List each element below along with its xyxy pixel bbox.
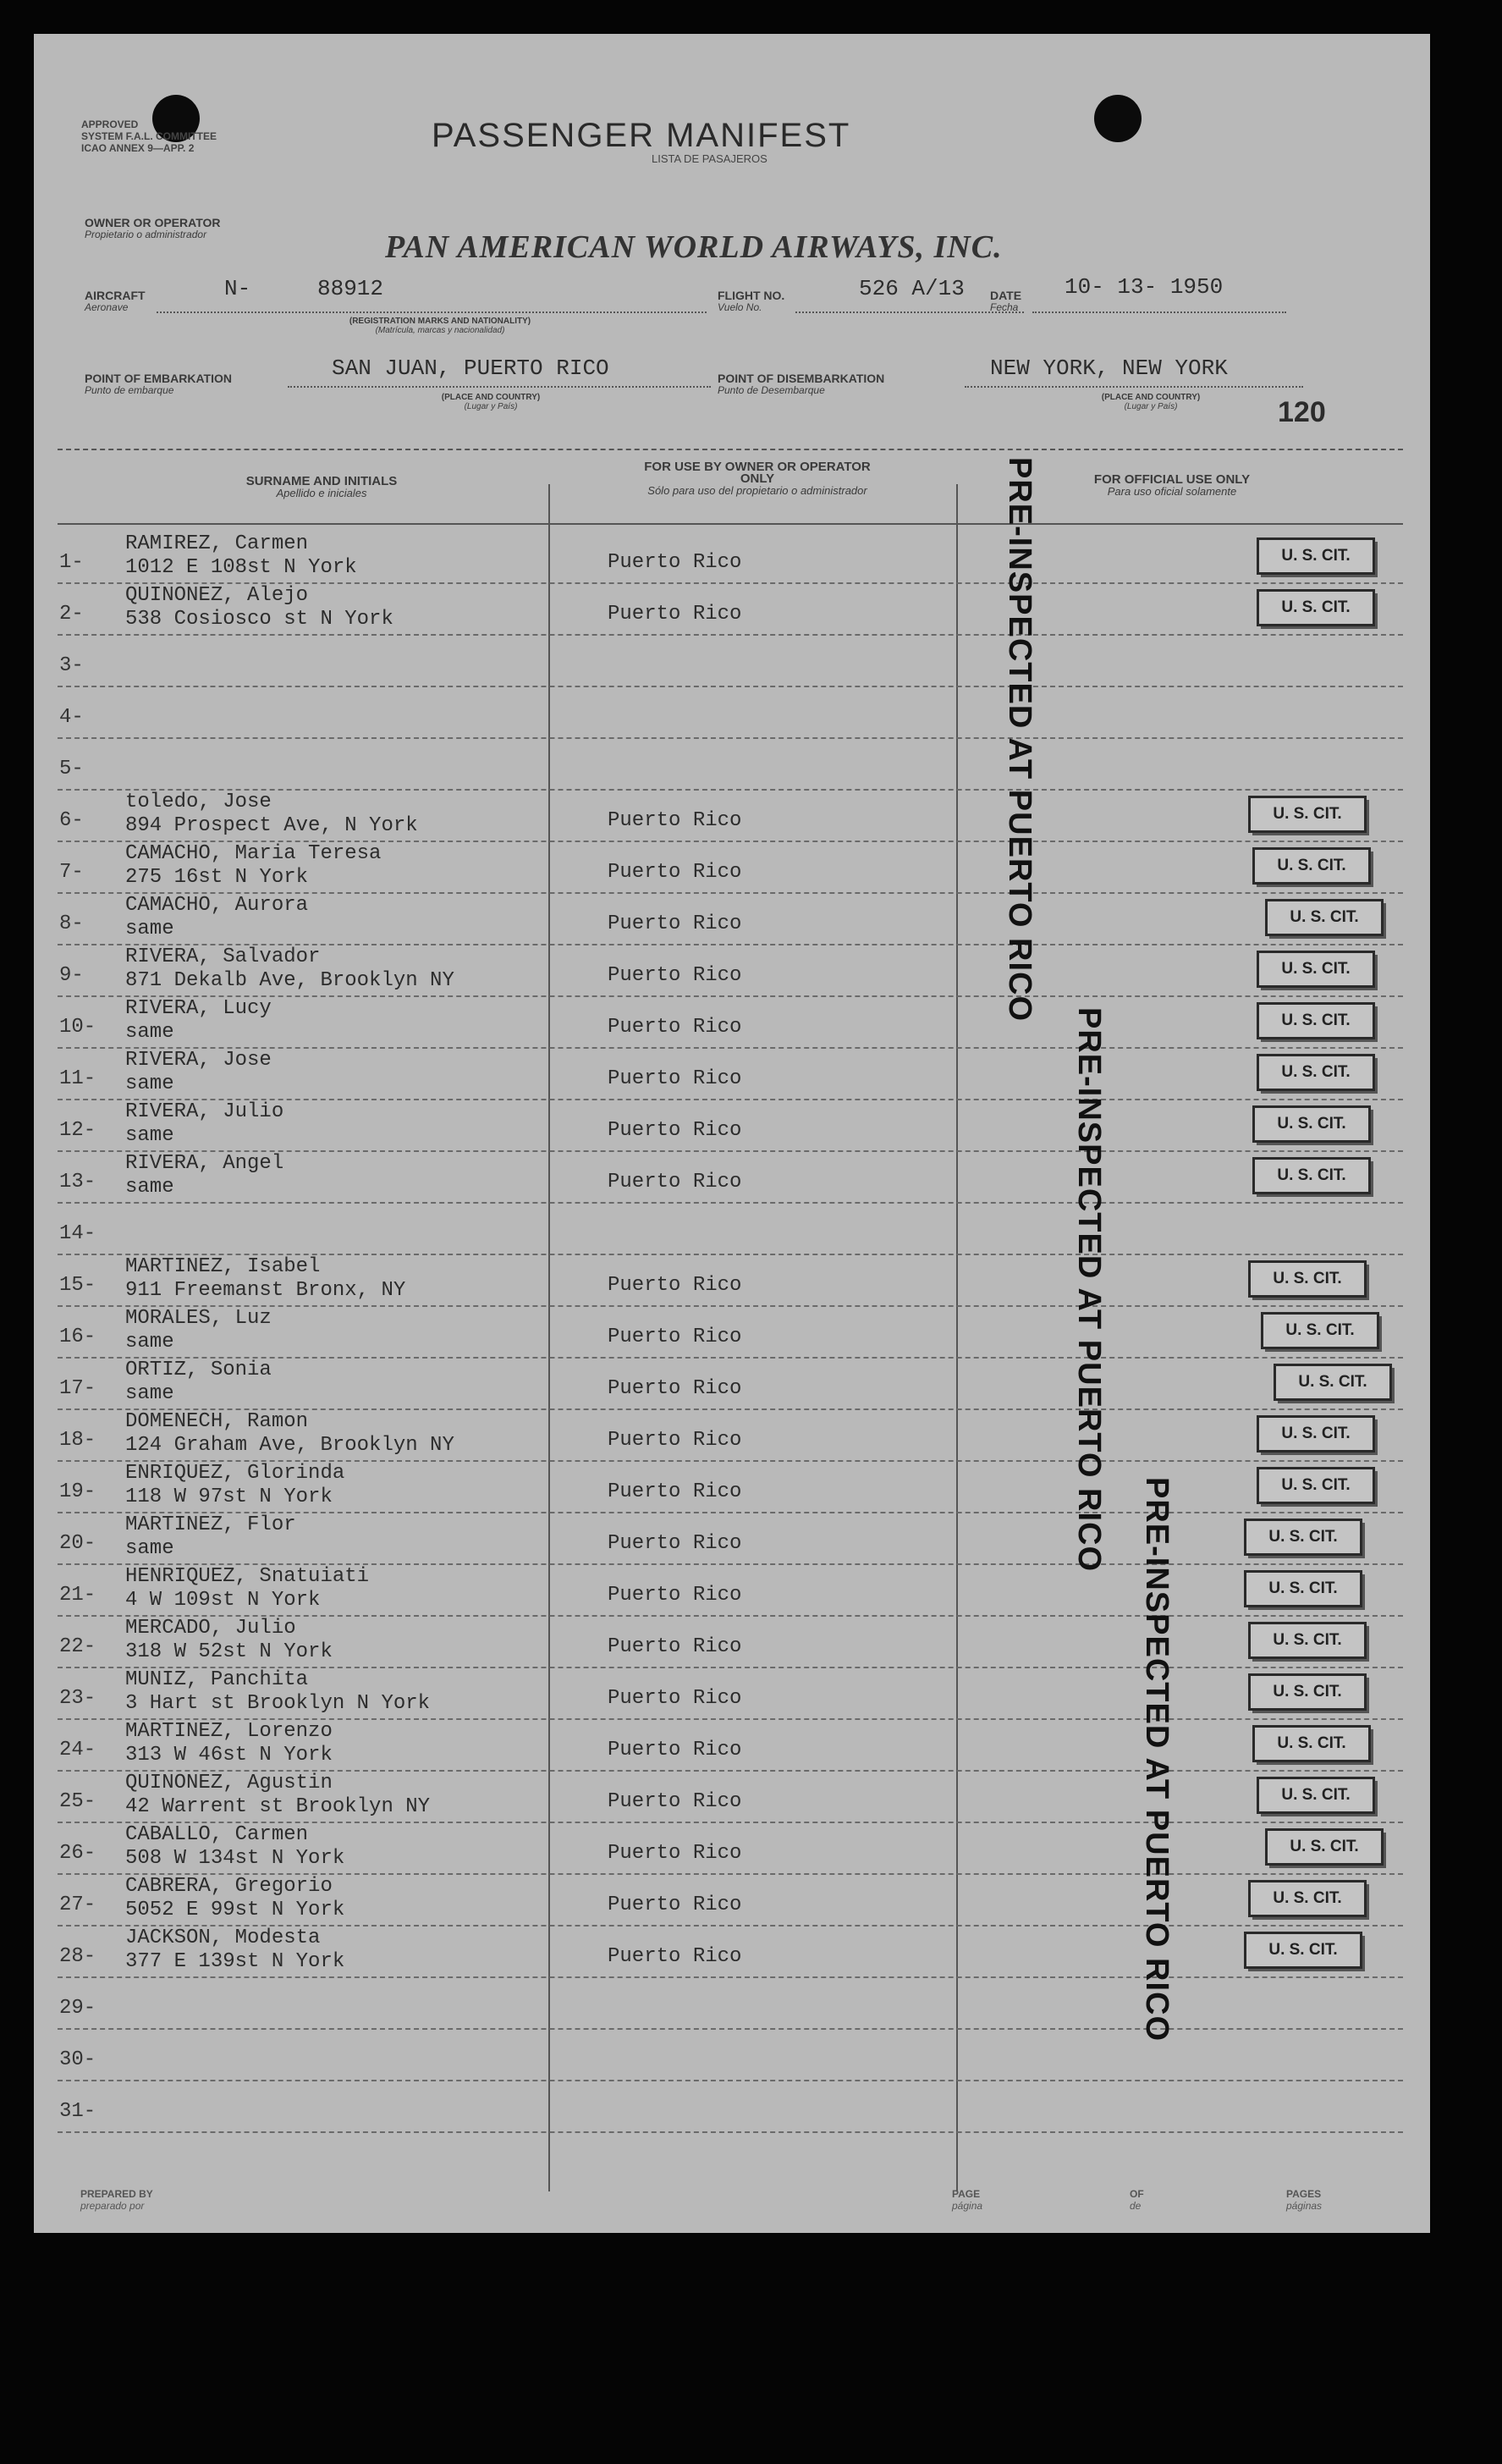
passenger-address: 538 Cosiosco st N York [125, 608, 393, 631]
table-top-border [58, 449, 1403, 450]
table-row [58, 1357, 1403, 1410]
citizenship-stamp: U. S. CIT. [1252, 1725, 1371, 1762]
passenger-name: MORALES, Luz [125, 1307, 272, 1330]
citizenship-stamp: U. S. CIT. [1257, 951, 1375, 988]
passenger-name: CAMACHO, Maria Teresa [125, 842, 382, 865]
citizenship-stamp: U. S. CIT. [1248, 1260, 1367, 1298]
passenger-name: toledo, Jose [125, 791, 272, 813]
header-bottom-border [58, 523, 1403, 525]
passenger-address: 318 W 52st N York [125, 1640, 333, 1663]
passenger-name: RIVERA, Jose [125, 1049, 272, 1072]
citizenship-stamp: U. S. CIT. [1244, 1570, 1362, 1607]
row-number: 12- [59, 1119, 96, 1142]
row-number: 16- [59, 1326, 96, 1348]
row-number: 4- [59, 706, 84, 729]
sheet-number: 120 [1278, 396, 1326, 428]
passenger-address: 871 Dekalb Ave, Brooklyn NY [125, 969, 454, 992]
citizenship-stamp: U. S. CIT. [1257, 1415, 1375, 1452]
flight-number: 526 A/13 [859, 276, 965, 301]
passenger-origin: Puerto Rico [608, 861, 742, 884]
passenger-address: 894 Prospect Ave, N York [125, 814, 418, 837]
surname-column-header: SURNAME AND INITIALS Apellido e iniciales [245, 474, 398, 499]
passenger-origin: Puerto Rico [608, 1945, 742, 1968]
row-number: 18- [59, 1429, 96, 1452]
table-row [58, 1667, 1403, 1720]
row-number: 26- [59, 1842, 96, 1865]
embarkation-underline [288, 386, 711, 388]
passenger-address: 911 Freemanst Bronx, NY [125, 1279, 406, 1302]
passenger-address: 5052 E 99st N York [125, 1899, 345, 1921]
passenger-origin: Puerto Rico [608, 1635, 742, 1658]
passenger-name: RAMIREZ, Carmen [125, 532, 309, 555]
passenger-origin: Puerto Rico [608, 603, 742, 626]
passenger-origin: Puerto Rico [608, 1119, 742, 1142]
passenger-address: 1012 E 108st N York [125, 556, 357, 579]
passenger-name: MERCADO, Julio [125, 1617, 296, 1640]
table-row [58, 2028, 1403, 2081]
disembarkation-value: NEW YORK, NEW YORK [990, 356, 1228, 381]
citizenship-stamp: U. S. CIT. [1265, 1828, 1384, 1866]
approval-line: ICAO ANNEX 9—APP. 2 [81, 142, 195, 154]
row-number: 28- [59, 1945, 96, 1968]
passenger-name: HENRIQUEZ, Snatuiati [125, 1565, 370, 1588]
passenger-name: ORTIZ, Sonia [125, 1359, 272, 1381]
passenger-name: MUNIZ, Panchita [125, 1668, 309, 1691]
passenger-address: same [125, 918, 174, 940]
citizenship-stamp: U. S. CIT. [1257, 1467, 1375, 1504]
punch-hole [1094, 95, 1142, 142]
row-number: 8- [59, 912, 84, 935]
operator-name: PAN AMERICAN WORLD AIRWAYS, INC. [385, 229, 1003, 265]
table-row [58, 1512, 1403, 1565]
table-row [58, 1099, 1403, 1152]
citizenship-stamp: U. S. CIT. [1257, 1054, 1375, 1091]
citizenship-stamp: U. S. CIT. [1244, 1932, 1362, 1969]
citizenship-stamp: U. S. CIT. [1244, 1519, 1362, 1556]
passenger-origin: Puerto Rico [608, 1171, 742, 1193]
aircraft-underline [157, 311, 707, 313]
passenger-address: 4 W 109st N York [125, 1589, 321, 1612]
table-row [58, 1047, 1403, 1100]
table-row [58, 634, 1403, 687]
citizenship-stamp: U. S. CIT. [1252, 1105, 1371, 1143]
table-row [58, 2080, 1403, 2133]
row-number: 20- [59, 1532, 96, 1555]
table-row [58, 1615, 1403, 1668]
passenger-origin: Puerto Rico [608, 1067, 742, 1090]
passenger-name: MARTINEZ, Flor [125, 1513, 296, 1536]
manifest-sheet [34, 34, 1430, 2233]
row-number: 30- [59, 2048, 96, 2071]
passenger-name: JACKSON, Modesta [125, 1927, 321, 1949]
passenger-origin: Puerto Rico [608, 1326, 742, 1348]
citizenship-stamp: U. S. CIT. [1252, 1157, 1371, 1194]
manifest-title: PASSENGER MANIFEST [432, 117, 851, 154]
row-number: 13- [59, 1171, 96, 1193]
passenger-origin: Puerto Rico [608, 1893, 742, 1916]
aircraft-number: 88912 [317, 276, 384, 301]
passenger-origin: Puerto Rico [608, 1016, 742, 1039]
table-row [58, 686, 1403, 739]
approval-line: SYSTEM F.A.L. COMMITTEE [81, 130, 217, 142]
passenger-address: 313 W 46st N York [125, 1744, 333, 1767]
passenger-name: CAMACHO, Aurora [125, 894, 309, 917]
preinspection-stamp: PRE-INSPECTED AT PUERTO RICO [1139, 1477, 1175, 2042]
table-row [58, 1822, 1403, 1875]
flight-date: 10- 13- 1950 [1065, 274, 1224, 300]
row-number: 10- [59, 1016, 96, 1039]
passenger-origin: Puerto Rico [608, 551, 742, 574]
row-number: 3- [59, 654, 84, 677]
passenger-address: 3 Hart st Brooklyn N York [125, 1692, 431, 1715]
passenger-address: 275 16st N York [125, 866, 309, 889]
passenger-name: CABRERA, Gregorio [125, 1875, 333, 1898]
preinspection-stamp: PRE-INSPECTED AT PUERTO RICO [1002, 457, 1037, 1023]
row-number: 19- [59, 1480, 96, 1503]
passenger-address: 508 W 134st N York [125, 1847, 345, 1870]
row-number: 17- [59, 1377, 96, 1400]
table-row [58, 1976, 1403, 2030]
passenger-origin: Puerto Rico [608, 1429, 742, 1452]
passenger-name: QUINONEZ, Agustin [125, 1772, 333, 1794]
passenger-origin: Puerto Rico [608, 1842, 742, 1865]
passenger-address: same [125, 1176, 174, 1199]
passenger-name: RIVERA, Julio [125, 1100, 284, 1123]
passenger-address: 377 E 139st N York [125, 1950, 345, 1973]
citizenship-stamp: U. S. CIT. [1274, 1364, 1392, 1401]
approval-note [81, 119, 217, 154]
passenger-name: MARTINEZ, Lorenzo [125, 1720, 333, 1743]
passenger-address: same [125, 1331, 174, 1353]
citizenship-stamp: U. S. CIT. [1257, 1777, 1375, 1814]
embark-place-caption: (PLACE AND COUNTRY) (Lugar y País) [441, 393, 541, 411]
passenger-address: 42 Warrent st Brooklyn NY [125, 1795, 431, 1818]
table-row [58, 1718, 1403, 1772]
passenger-address: same [125, 1124, 174, 1147]
row-number: 31- [59, 2100, 96, 2123]
prepared-by-label: PREPARED BY preparado por [80, 2188, 153, 2212]
table-row [58, 1305, 1403, 1359]
table-row [58, 892, 1403, 945]
table-row [58, 944, 1403, 997]
passenger-origin: Puerto Rico [608, 1480, 742, 1503]
citizenship-stamp: U. S. CIT. [1257, 1002, 1375, 1039]
disembark-place-caption: (PLACE AND COUNTRY) (Lugar y País) [1101, 393, 1201, 411]
passenger-name: RIVERA, Salvador [125, 945, 321, 968]
passenger-origin: Puerto Rico [608, 1790, 742, 1813]
passenger-name: CABALLO, Carmen [125, 1823, 309, 1846]
row-number: 27- [59, 1893, 96, 1916]
row-number: 9- [59, 964, 84, 987]
table-row [58, 1202, 1403, 1255]
disembarkation-label: POINT OF DISEMBARKATION Punto de Desembarque [718, 372, 885, 396]
row-number: 25- [59, 1790, 96, 1813]
manifest-subtitle: LISTA DE PASAJEROS [652, 152, 768, 165]
table-row [58, 1925, 1403, 1978]
row-number: 22- [59, 1635, 96, 1658]
date-label: DATE Fecha [990, 289, 1022, 313]
citizenship-stamp: U. S. CIT. [1248, 1880, 1367, 1917]
preinspection-stamp: PRE-INSPECTED AT PUERTO RICO [1071, 1007, 1107, 1573]
pages-label: PAGES páginas [1286, 2188, 1323, 2212]
passenger-name: ENRIQUEZ, Glorinda [125, 1462, 345, 1485]
row-number: 6- [59, 809, 84, 832]
table-row [58, 531, 1403, 584]
table-row [58, 1460, 1403, 1513]
embarkation-value: SAN JUAN, PUERTO RICO [332, 356, 609, 381]
passenger-origin: Puerto Rico [608, 912, 742, 935]
official-use-column-header: FOR OFFICIAL USE ONLY Para uso oficial solamente [1093, 472, 1251, 498]
passenger-address: 124 Graham Ave, Brooklyn NY [125, 1434, 454, 1457]
row-number: 23- [59, 1687, 96, 1710]
citizenship-stamp: U. S. CIT. [1257, 537, 1375, 575]
passenger-origin: Puerto Rico [608, 1274, 742, 1297]
passenger-origin: Puerto Rico [608, 964, 742, 987]
row-number: 7- [59, 861, 84, 884]
row-number: 29- [59, 1997, 96, 2020]
aircraft-label: AIRCRAFT Aeronave [85, 289, 146, 313]
citizenship-stamp: U. S. CIT. [1265, 899, 1384, 936]
row-number: 5- [59, 758, 84, 780]
table-row [58, 841, 1403, 894]
embarkation-label: POINT OF EMBARKATION Punto de embarque [85, 372, 232, 396]
table-row [58, 582, 1403, 636]
approval-line: APPROVED [81, 119, 139, 130]
row-number: 21- [59, 1584, 96, 1607]
aircraft-prefix: N- [224, 276, 251, 301]
citizenship-stamp: U. S. CIT. [1248, 1673, 1367, 1711]
registration-caption: (REGISTRATION MARKS AND NATIONALITY) (Matrícula, marcas y nacionalidad) [349, 317, 531, 335]
passenger-address: 118 W 97st N York [125, 1486, 333, 1508]
row-number: 1- [59, 551, 84, 574]
citizenship-stamp: U. S. CIT. [1248, 1622, 1367, 1659]
row-number: 15- [59, 1274, 96, 1297]
passenger-origin: Puerto Rico [608, 1687, 742, 1710]
owner-label: OWNER OR OPERATOR Propietario o administrador [85, 216, 221, 240]
row-number: 2- [59, 603, 84, 626]
table-row [58, 789, 1403, 842]
table-row [58, 1254, 1403, 1307]
passenger-address: same [125, 1537, 174, 1560]
passenger-origin: Puerto Rico [608, 1532, 742, 1555]
passenger-origin: Puerto Rico [608, 809, 742, 832]
disembarkation-underline [965, 386, 1303, 388]
table-row [58, 737, 1403, 791]
passenger-origin: Puerto Rico [608, 1584, 742, 1607]
table-row [58, 1770, 1403, 1823]
citizenship-stamp: U. S. CIT. [1248, 796, 1367, 833]
passenger-name: DOMENECH, Ramon [125, 1410, 309, 1433]
citizenship-stamp: U. S. CIT. [1257, 589, 1375, 626]
citizenship-stamp: U. S. CIT. [1252, 847, 1371, 885]
row-number: 14- [59, 1222, 96, 1245]
passenger-origin: Puerto Rico [608, 1739, 742, 1761]
table-row [58, 1408, 1403, 1462]
date-underline [1032, 311, 1286, 313]
table-row [58, 1873, 1403, 1927]
page-label: PAGE página [952, 2188, 983, 2212]
row-number: 11- [59, 1067, 96, 1090]
passenger-address: same [125, 1072, 174, 1095]
table-row [58, 1150, 1403, 1204]
passenger-name: RIVERA, Lucy [125, 997, 272, 1020]
owner-use-column-header: FOR USE BY OWNER OR OPERATOR ONLY Sólo para uso del propietario o administrador [644, 460, 871, 497]
passenger-address: same [125, 1382, 174, 1405]
flight-label: FLIGHT NO. Vuelo No. [718, 289, 785, 313]
passenger-name: RIVERA, Angel [125, 1152, 284, 1175]
passenger-name: QUINONEZ, Alejo [125, 584, 309, 607]
row-number: 24- [59, 1739, 96, 1761]
table-row [58, 1563, 1403, 1617]
of-label: OF de [1130, 2188, 1144, 2212]
citizenship-stamp: U. S. CIT. [1261, 1312, 1379, 1349]
passenger-address: same [125, 1021, 174, 1044]
table-row [58, 995, 1403, 1049]
passenger-origin: Puerto Rico [608, 1377, 742, 1400]
passenger-name: MARTINEZ, Isabel [125, 1255, 321, 1278]
